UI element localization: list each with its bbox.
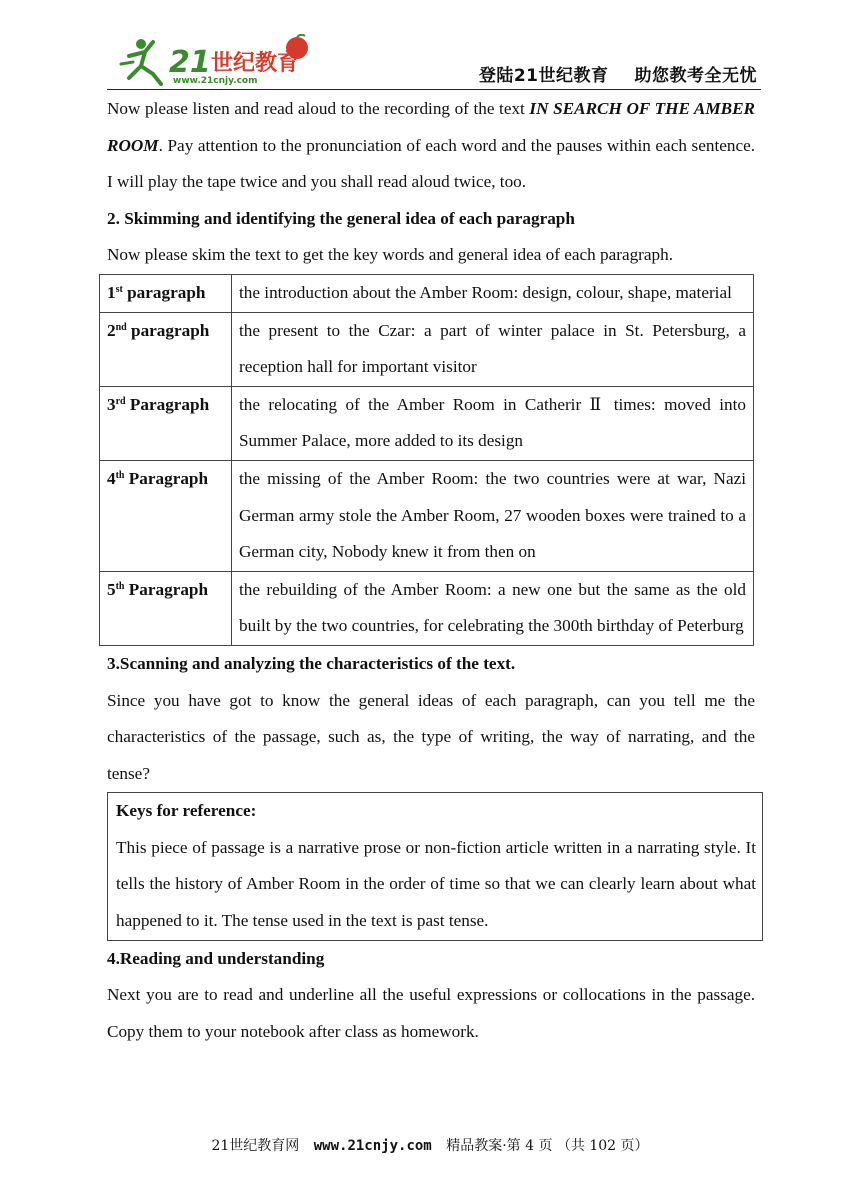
paragraph-idea: the present to the Czar: a part of winter palace in St. Petersburg, a reception hall for important visitor (232, 312, 754, 386)
logo-text: 世纪教育 (211, 51, 300, 76)
logo-number: 21 (169, 45, 211, 80)
header-divider (107, 89, 761, 90)
keys-text: This piece of passage is a narrative prose or non-fiction article written in a narrating style. It tells the history of Amber Room in the order of time so that we can clearly learn about what happened to it. The tense used in the text is past tense. (116, 837, 756, 931)
keys-box (107, 792, 763, 940)
section-2-heading: 2. Skimming and identifying the general idea of each paragraph (107, 208, 575, 228)
paragraph-label: 2nd paragraph (100, 312, 232, 386)
section-4-heading: 4.Reading and understanding (107, 948, 325, 968)
section-3-question: Since you have got to know the general ideas of each paragraph, can you tell me the characteristics of the passage, such as, the type of writing, the way of narrating, and the tense? (107, 690, 755, 783)
slogan-left: 登陆21世纪教育 (478, 66, 609, 86)
table-row (100, 312, 754, 386)
header-slogan (479, 61, 757, 86)
runner-icon (121, 39, 161, 84)
site-logo[interactable] (119, 34, 319, 86)
paragraph-label: 1st paragraph (100, 274, 232, 312)
paragraph-idea: the rebuilding of the Amber Room: a new one but the same as the old built by the two countries, for celebrating the 300th birthday of Peterburg (232, 571, 754, 645)
logo-url: www.21cnjy.com (173, 76, 258, 86)
text-title: IN SEARCH OF THE AMBER ROOM (107, 99, 755, 155)
paragraph-label: 5th Paragraph (100, 571, 232, 645)
paragraph-idea: the introduction about the Amber Room: design, colour, shape, material (232, 274, 754, 312)
paragraph-label: 3rd Paragraph (100, 386, 232, 460)
footer-url[interactable]: www.21cnjy.com (313, 1138, 432, 1154)
intro-paragraph: Now please listen and read aloud to the recording of the text IN SEARCH OF THE AMBER ROOM. Pay attention to the pronunciation of each word and the pauses within each sentence. I will play the tape twice and you shall read aloud twice, too. (107, 99, 755, 192)
keys-title: Keys for reference: (116, 801, 257, 821)
paragraph-idea: the missing of the Amber Room: the two countries were at war, Nazi German army stole the Amber Room, 27 wooden boxes were trained to a German city, Nobody knew it from then on (232, 460, 754, 571)
paragraph-idea: the relocating of the Amber Room in Catherir Ⅱ times: moved into Summer Palace, more added to its design (232, 386, 754, 460)
footer-page-info: 精品教案·第 4 页 （共 102 页） (446, 1138, 649, 1154)
table-row (100, 571, 754, 645)
section-2-instruction: Now please skim the text to get the key words and general idea of each paragraph. (107, 245, 674, 265)
page-footer (0, 1135, 860, 1155)
section-4-text: Next you are to read and underline all the useful expressions or collocations in the passage. Copy them to your notebook after class as homework. (107, 985, 755, 1041)
paragraph-ideas-table (99, 274, 754, 646)
page-content (107, 91, 755, 1050)
section-3-heading: 3.Scanning and analyzing the characteristics of the text. (107, 653, 516, 673)
table-row (100, 460, 754, 571)
table-row (100, 386, 754, 460)
slogan-right: 助您教考全无忧 (634, 66, 757, 86)
page-header (107, 28, 761, 90)
footer-site: 21世纪教育网 (211, 1138, 300, 1154)
table-row (100, 274, 754, 312)
paragraph-label: 4th Paragraph (100, 460, 232, 571)
